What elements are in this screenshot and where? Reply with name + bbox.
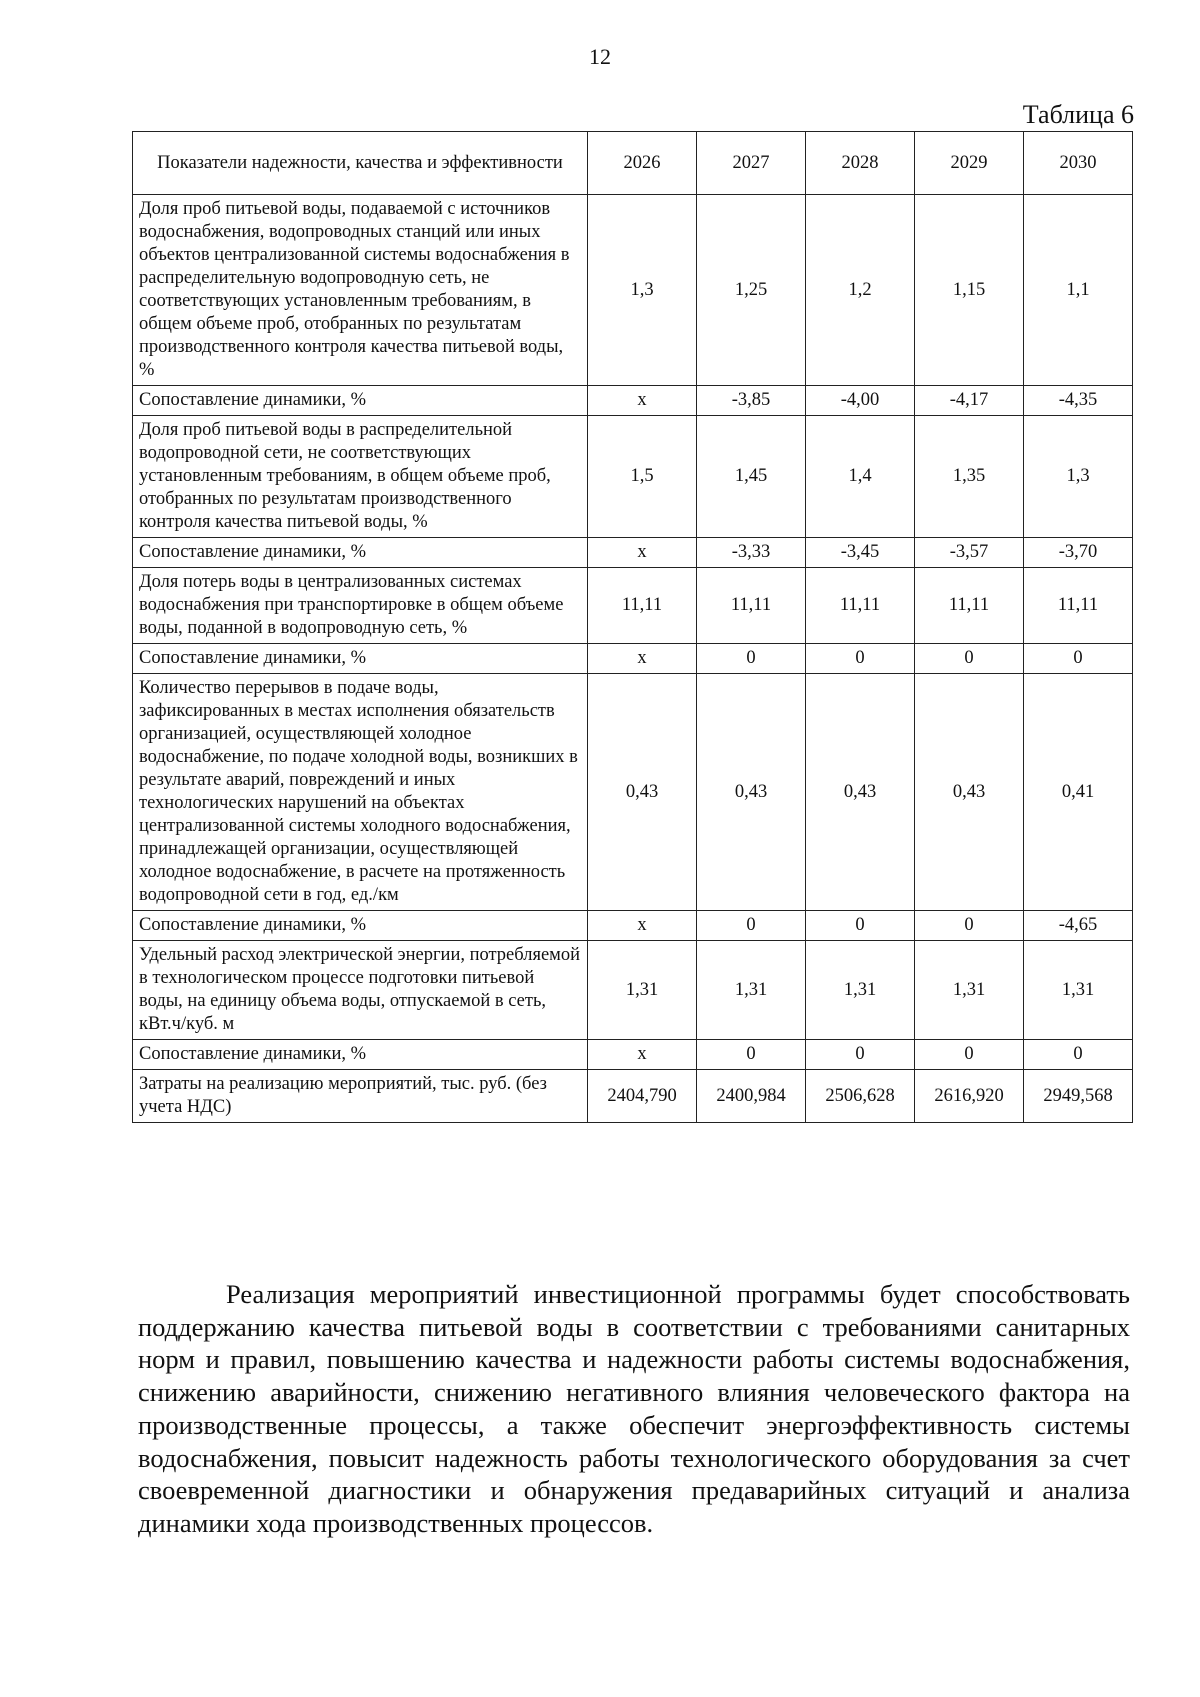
value-cell: 1,3 [1024,416,1133,538]
value-cell: 1,15 [915,195,1024,386]
indicator-label: Сопоставление динамики, % [133,644,588,674]
value-cell: 2949,568 [1024,1070,1133,1123]
value-cell: 1,1 [1024,195,1133,386]
table-row [133,416,1133,538]
value-cell: 1,5 [588,416,697,538]
value-cell: -3,85 [697,386,806,416]
value-cell: х [588,644,697,674]
value-cell: 11,11 [1024,568,1133,644]
value-cell: 11,11 [588,568,697,644]
header-year: 2028 [806,132,915,195]
table-row [133,911,1133,941]
value-cell: 2404,790 [588,1070,697,1123]
value-cell: 1,31 [806,941,915,1040]
value-cell: 0,43 [915,674,1024,911]
table-body [133,195,1133,1123]
value-cell: 2506,628 [806,1070,915,1123]
value-cell: 0,41 [1024,674,1133,911]
value-cell: х [588,911,697,941]
value-cell: 0 [806,644,915,674]
indicator-label: Удельный расход электрической энергии, потребляемой в технологическом процессе подготовки питьевой воды, на единицу объема воды, отпускаемой в сеть, кВт.ч/куб. м [133,941,588,1040]
value-cell: 1,3 [588,195,697,386]
header-year: 2027 [697,132,806,195]
table-row [133,674,1133,911]
value-cell: -4,65 [1024,911,1133,941]
header-indicator: Показатели надежности, качества и эффективности [133,132,588,195]
indicator-label: Доля проб питьевой воды, подаваемой с источников водоснабжения, водопроводных станций или иных объектов централизованной системы водоснабжения в распределительную водопроводную сеть, не соответствующих установленным требованиям, в общем объеме проб, отобранных по результатам производственного контроля качества питьевой воды, % [133,195,588,386]
value-cell: 0 [697,911,806,941]
value-cell: х [588,538,697,568]
value-cell: 1,31 [697,941,806,1040]
header-year: 2026 [588,132,697,195]
value-cell: -3,57 [915,538,1024,568]
indicator-label: Сопоставление динамики, % [133,911,588,941]
indicator-label: Доля проб питьевой воды в распределительной водопроводной сети, не соответствующих установленным требованиям, в общем объеме проб, отобранных по результатам производственного контроля качества питьевой воды, % [133,416,588,538]
value-cell: 0 [806,1040,915,1070]
table-row [133,568,1133,644]
table-caption: Таблица 6 [1022,100,1134,129]
value-cell: 1,31 [1024,941,1133,1040]
value-cell: 1,35 [915,416,1024,538]
value-cell: -3,33 [697,538,806,568]
table-header-row [133,132,1133,195]
table-row [133,1070,1133,1123]
value-cell: 11,11 [806,568,915,644]
value-cell: 1,2 [806,195,915,386]
value-cell: 1,31 [915,941,1024,1040]
value-cell: 2616,920 [915,1070,1024,1123]
value-cell: х [588,1040,697,1070]
indicator-label: Доля потерь воды в централизованных системах водоснабжения при транспортировке в общем объеме воды, поданной в водопроводную сеть, % [133,568,588,644]
page-number: 12 [589,44,611,69]
value-cell: 0 [697,644,806,674]
value-cell: 0 [806,911,915,941]
value-cell: 0,43 [697,674,806,911]
value-cell: 0 [915,644,1024,674]
value-cell: 0 [1024,1040,1133,1070]
table-row [133,644,1133,674]
indicator-label: Сопоставление динамики, % [133,1040,588,1070]
table-row [133,1040,1133,1070]
value-cell: -4,17 [915,386,1024,416]
header-year: 2030 [1024,132,1133,195]
value-cell: 1,31 [588,941,697,1040]
indicator-label: Сопоставление динамики, % [133,386,588,416]
value-cell: 0,43 [806,674,915,911]
value-cell: -4,35 [1024,386,1133,416]
value-cell: -3,70 [1024,538,1133,568]
header-year: 2029 [915,132,1024,195]
table-row [133,195,1133,386]
value-cell: -3,45 [806,538,915,568]
value-cell: 1,45 [697,416,806,538]
body-paragraph: Реализация мероприятий инвестиционной программы будет способствовать поддержанию качества питьевой воды в соответствии с требованиями санитарных норм и правил, повышению качества и надежности работы системы водоснабжения, снижению аварийности, снижению негативного влияния человеческого фактора на производственные процессы, а также обеспечит энергоэффективность системы водоснабжения, повысит надежность работы технологического оборудования за счет своевременной диагностики и обнаружения предаварийных ситуаций и анализа динамики хода производственных процессов. [138,1279,1130,1538]
indicator-label: Сопоставление динамики, % [133,538,588,568]
value-cell: 0,43 [588,674,697,911]
table-row [133,386,1133,416]
value-cell: 2400,984 [697,1070,806,1123]
value-cell: х [588,386,697,416]
indicator-label: Количество перерывов в подаче воды, зафиксированных в местах исполнения обязательств организацией, осуществляющей холодное водоснабжение, по подаче холодной воды, возникших в результате аварий, повреждений и иных технологических нарушений на объектах централизованной системы холодного водоснабжения, принадлежащей организации, осуществляющей холодное водоснабжение, в расчете на протяженность водопроводной сети в год, ед./км [133,674,588,911]
value-cell: 0 [915,911,1024,941]
value-cell: 0 [1024,644,1133,674]
value-cell: 1,4 [806,416,915,538]
value-cell: 0 [915,1040,1024,1070]
table-row [133,538,1133,568]
value-cell: 11,11 [915,568,1024,644]
value-cell: -4,00 [806,386,915,416]
table-row [133,941,1133,1040]
value-cell: 0 [697,1040,806,1070]
indicator-label: Затраты на реализацию мероприятий, тыс. руб. (без учета НДС) [133,1070,588,1123]
value-cell: 11,11 [697,568,806,644]
indicators-table [132,131,1133,1123]
value-cell: 1,25 [697,195,806,386]
